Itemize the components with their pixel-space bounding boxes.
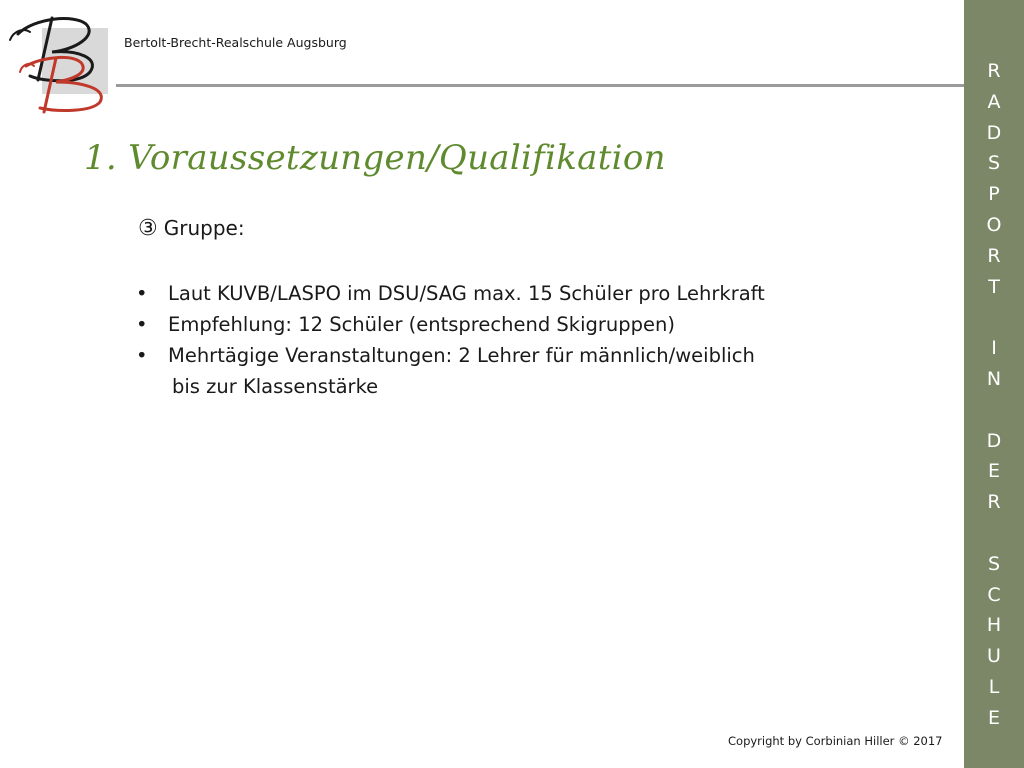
section-heading bbox=[138, 216, 245, 241]
slide-title: 1. Voraussetzungen/Qualifikation bbox=[84, 138, 666, 178]
bullet-item bbox=[136, 340, 765, 402]
side-band-letter: S bbox=[987, 552, 1001, 575]
bullet-text: Mehrtägige Veranstaltungen: 2 Lehrer für männlich/weiblich bbox=[168, 344, 755, 367]
bullet-dot: • bbox=[136, 282, 148, 305]
side-band-letter bbox=[964, 302, 1024, 333]
side-band-letter: I bbox=[991, 337, 997, 360]
side-band-letter: A bbox=[987, 90, 1001, 113]
side-band-letter: C bbox=[987, 583, 1001, 606]
bullet-text: Laut KUVB/LASPO im DSU/SAG max. 15 Schüler pro Lehrkraft bbox=[168, 282, 765, 305]
side-band-letter: E bbox=[987, 460, 1000, 483]
side-band-letter: D bbox=[986, 121, 1002, 144]
header-divider bbox=[116, 84, 964, 87]
bullet-dot: • bbox=[136, 313, 148, 336]
side-band-letter bbox=[964, 395, 1024, 426]
side-band-letter: N bbox=[986, 367, 1002, 390]
school-logo bbox=[4, 10, 116, 114]
section-number: ③ bbox=[138, 216, 158, 241]
copyright-footer: Copyright by Corbinian Hiller © 2017 bbox=[728, 734, 943, 748]
side-band-letter: R bbox=[987, 244, 1001, 267]
side-band-text bbox=[964, 56, 1024, 734]
side-band-letter: S bbox=[987, 152, 1001, 175]
bullet-item bbox=[136, 309, 765, 340]
side-band-letter: R bbox=[987, 491, 1001, 514]
side-band-letter: L bbox=[988, 675, 1000, 698]
bullet-continuation: bis zur Klassenstärke bbox=[172, 375, 379, 398]
bullet-item bbox=[136, 278, 765, 309]
side-band-letter: E bbox=[987, 706, 1000, 729]
side-band-letter: U bbox=[987, 645, 1001, 668]
side-band-letter: P bbox=[988, 183, 1000, 206]
bullet-list bbox=[136, 278, 765, 402]
side-band-letter: T bbox=[988, 275, 1000, 298]
side-band-letter: R bbox=[987, 60, 1001, 82]
side-band-letter bbox=[964, 518, 1024, 549]
side-band bbox=[964, 0, 1024, 768]
side-band-letter: O bbox=[986, 213, 1002, 236]
section-label: Gruppe: bbox=[163, 216, 245, 240]
bullet-dot: • bbox=[136, 344, 148, 367]
side-band-letter: D bbox=[986, 429, 1002, 452]
side-band-letter: H bbox=[986, 614, 1002, 637]
school-name: Bertolt-Brecht-Realschule Augsburg bbox=[124, 35, 347, 50]
bullet-text: Empfehlung: 12 Schüler (entsprechend Skigruppen) bbox=[168, 313, 675, 336]
